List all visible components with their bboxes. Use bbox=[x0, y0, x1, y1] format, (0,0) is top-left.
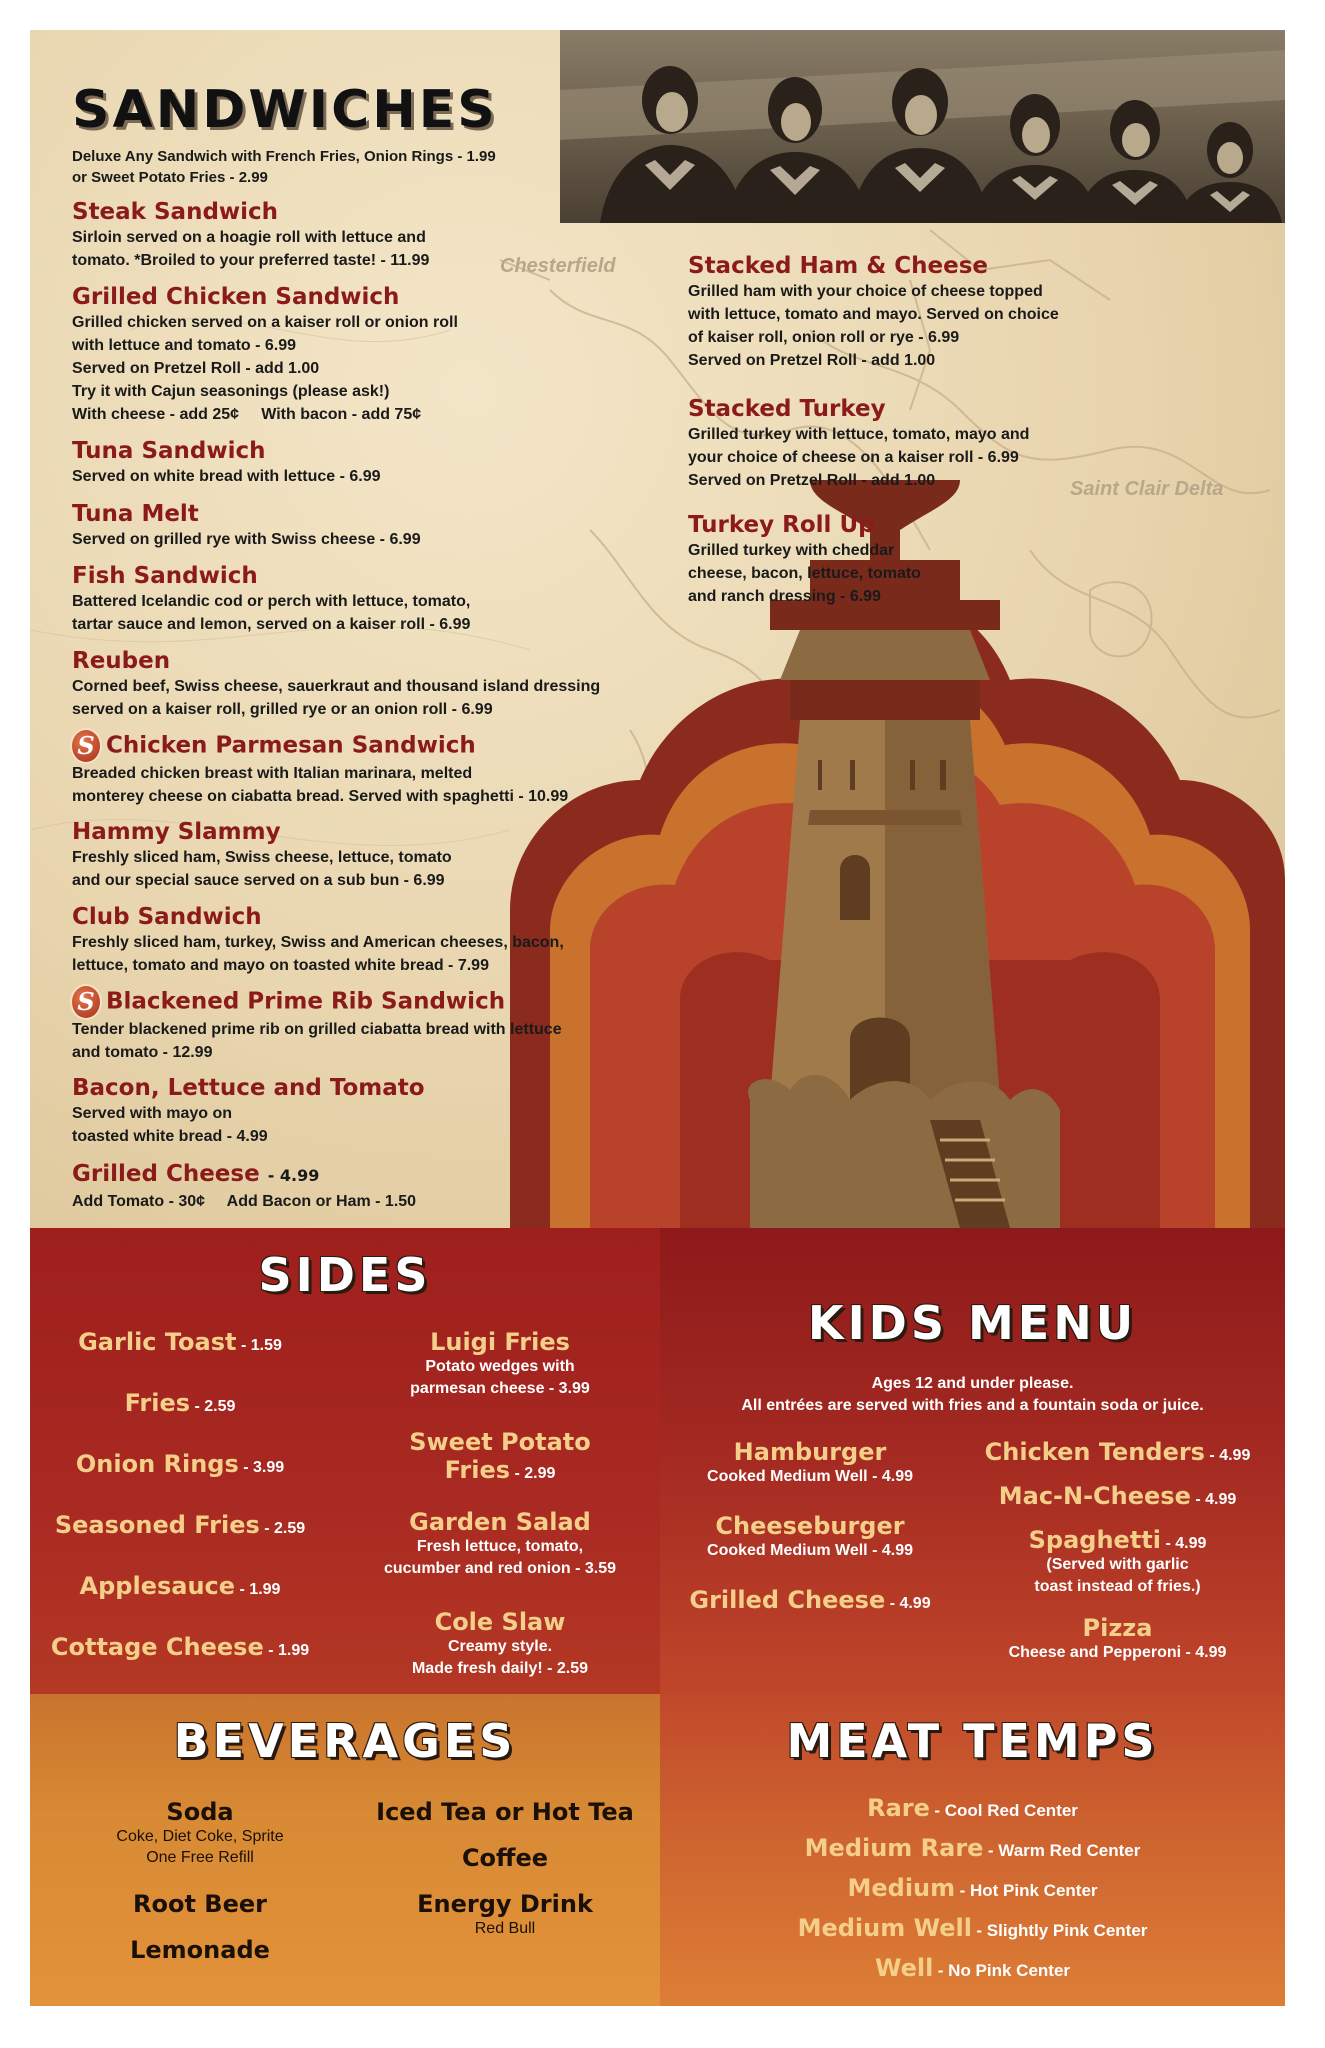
signature-badge-icon: S bbox=[72, 986, 100, 1018]
item-desc: Add Tomato - 30¢ Add Bacon or Ham - 1.50 bbox=[72, 1193, 417, 1210]
item-name: Hammy Slammy bbox=[72, 819, 281, 845]
menu-item-tuna-sandwich bbox=[72, 437, 381, 488]
deluxe-note bbox=[72, 146, 552, 188]
item-name: Blackened Prime Rib Sandwich bbox=[106, 988, 506, 1015]
menu-item-reuben bbox=[72, 647, 600, 721]
deluxe-line-2: or Sweet Potato Fries - 2.99 bbox=[72, 169, 268, 186]
item-desc: Served on Pretzel Roll - add 1.00 bbox=[688, 352, 936, 369]
map-label-chesterfield: Chesterfield bbox=[500, 255, 616, 277]
kids-item-spaghetti: Spaghetti - 4.99 (Served with garlic toast instead of fries.) bbox=[1028, 1526, 1207, 1595]
menu-page bbox=[30, 30, 1285, 2006]
item-desc: tartar sauce and lemon, served on a kaiser roll - 6.99 bbox=[72, 616, 471, 633]
menu-item-blackened-prime-rib-sandwich bbox=[72, 986, 562, 1064]
item-desc: served on a kaiser roll, grilled rye or an onion roll - 6.99 bbox=[72, 701, 493, 718]
item-name: Tuna Sandwich bbox=[72, 438, 266, 464]
item-desc: Corned beef, Swiss cheese, sauerkraut and thousand island dressing bbox=[72, 678, 601, 695]
pilots-photo bbox=[560, 30, 1285, 223]
sides-title: SIDES bbox=[258, 1248, 432, 1302]
side-item: Garlic Toast - 1.59 bbox=[78, 1328, 282, 1356]
menu-item-hammy-slammy bbox=[72, 818, 452, 892]
beverage-item-energy-drink: Energy Drink Red Bull bbox=[417, 1890, 593, 1937]
meat-temps-title: MEAT TEMPS bbox=[786, 1714, 1159, 1768]
item-name: Turkey Roll Up bbox=[688, 512, 875, 538]
item-name: Stacked Ham & Cheese bbox=[688, 253, 989, 279]
item-desc: Served on grilled rye with Swiss cheese - 6.99 bbox=[72, 531, 421, 548]
sandwiches-section bbox=[30, 30, 1285, 1228]
kids-item-chicken-tenders: Chicken Tenders - 4.99 bbox=[984, 1438, 1251, 1466]
item-desc: With cheese - add 25¢ With bacon - add 75¢ bbox=[72, 406, 422, 423]
item-desc: Grilled turkey with cheddar bbox=[688, 542, 895, 559]
item-desc: Freshly sliced ham, turkey, Swiss and American cheeses, bacon, bbox=[72, 934, 564, 951]
kids-item-cheeseburger: Cheeseburger Cooked Medium Well - 4.99 bbox=[707, 1512, 913, 1559]
beverage-item-lemonade: Lemonade bbox=[130, 1936, 270, 1964]
beverage-item-coffee: Coffee bbox=[461, 1844, 549, 1872]
item-desc: Served on Pretzel Roll - add 1.00 bbox=[72, 360, 320, 377]
side-item-garden-salad: Garden Salad Fresh lettuce, tomato, cucumber and red onion - 3.59 bbox=[383, 1508, 617, 1577]
kids-menu-section bbox=[660, 1228, 1285, 1694]
item-desc: with lettuce, tomato and mayo. Served on choice bbox=[688, 306, 1059, 323]
item-desc: Grilled chicken served on a kaiser roll or onion roll bbox=[72, 314, 458, 331]
item-name: Club Sandwich bbox=[72, 904, 262, 930]
side-item-cole-slaw: Cole Slaw Creamy style. Made fresh daily! - 2.59 bbox=[411, 1608, 589, 1677]
side-item-sweet-potato-fries: Sweet Potato Fries - 2.99 bbox=[409, 1428, 591, 1484]
kids-right-column bbox=[955, 1438, 1280, 1664]
item-desc: Served with mayo on bbox=[72, 1105, 233, 1122]
side-item: Seasoned Fries - 2.59 bbox=[54, 1511, 306, 1539]
meat-temps-section bbox=[660, 1694, 1285, 2006]
beverages-right-column bbox=[360, 1798, 650, 1939]
sides-section bbox=[30, 1228, 660, 1694]
meat-temp-item: Medium Rare - Warm Red Center bbox=[804, 1834, 1141, 1862]
item-name: Steak Sandwich bbox=[72, 199, 279, 225]
side-item: Fries - 2.59 bbox=[124, 1389, 236, 1417]
item-name: Bacon, Lettuce and Tomato bbox=[72, 1075, 425, 1101]
beverage-item-soda: Soda Coke, Diet Coke, Sprite One Free Refill bbox=[116, 1798, 284, 1866]
meat-temp-item: Rare - Cool Red Center bbox=[867, 1794, 1078, 1822]
kids-item-hamburger: Hamburger Cooked Medium Well - 4.99 bbox=[707, 1438, 913, 1485]
menu-item-stacked-ham-cheese bbox=[688, 252, 1059, 372]
menu-item-turkey-roll-up bbox=[688, 511, 921, 608]
meat-temps-list bbox=[660, 1794, 1285, 1994]
kids-item-mac-n-cheese: Mac-N-Cheese - 4.99 bbox=[998, 1482, 1237, 1510]
map-label-saint-clair-delta: Saint Clair Delta bbox=[1070, 478, 1224, 500]
item-name: Grilled Cheese bbox=[72, 1161, 260, 1187]
beverage-item-iced-tea: Iced Tea or Hot Tea bbox=[376, 1798, 634, 1826]
item-desc: lettuce, tomato and mayo on toasted white bread - 7.99 bbox=[72, 957, 489, 974]
item-name: Grilled Chicken Sandwich bbox=[72, 284, 400, 310]
item-desc: Freshly sliced ham, Swiss cheese, lettuce, tomato bbox=[72, 849, 452, 866]
item-desc: of kaiser roll, onion roll or rye - 6.99 bbox=[688, 329, 960, 346]
item-desc: and ranch dressing - 6.99 bbox=[688, 588, 881, 605]
side-item: Onion Rings - 3.99 bbox=[75, 1450, 285, 1478]
item-desc: toasted white bread - 4.99 bbox=[72, 1128, 268, 1145]
item-desc: and our special sauce served on a sub bun - 6.99 bbox=[72, 872, 445, 889]
kids-menu-title: KIDS MENU bbox=[807, 1296, 1138, 1350]
sides-right-column bbox=[350, 1328, 650, 1680]
menu-item-fish-sandwich bbox=[72, 562, 470, 636]
item-desc: Battered Icelandic cod or perch with lettuce, tomato, bbox=[72, 593, 471, 610]
menu-item-stacked-turkey bbox=[688, 395, 1029, 492]
menu-item-chicken-parmesan-sandwich bbox=[72, 730, 568, 808]
item-desc: Tender blackened prime rib on grilled ciabatta bread with lettuce bbox=[72, 1021, 562, 1038]
menu-item-steak-sandwich bbox=[72, 198, 429, 272]
item-desc: Try it with Cajun seasonings (please ask!) bbox=[72, 383, 390, 400]
side-item: Cottage Cheese - 1.99 bbox=[50, 1633, 310, 1661]
menu-item-club-sandwich bbox=[72, 903, 564, 977]
item-desc: your choice of cheese on a kaiser roll - 6.99 bbox=[688, 449, 1019, 466]
menu-item-tuna-melt bbox=[72, 500, 421, 551]
item-desc: Served on Pretzel Roll - add 1.00 bbox=[688, 472, 936, 489]
menu-item-grilled-cheese bbox=[72, 1160, 416, 1213]
beverage-item-root-beer: Root Beer bbox=[133, 1890, 267, 1918]
kids-item-grilled-cheese: Grilled Cheese - 4.99 bbox=[689, 1586, 931, 1614]
beverages-title: BEVERAGES bbox=[173, 1714, 517, 1768]
item-desc: Served on white bread with lettuce - 6.99 bbox=[72, 468, 381, 485]
item-desc: and tomato - 12.99 bbox=[72, 1044, 213, 1061]
kids-menu-subtitle: Ages 12 and under please. All entrées are served with fries and a fountain soda or juice. bbox=[741, 1375, 1204, 1414]
item-name: Fish Sandwich bbox=[72, 563, 258, 589]
item-desc: Breaded chicken breast with Italian marinara, melted bbox=[72, 765, 473, 782]
kids-left-column bbox=[660, 1438, 960, 1614]
signature-badge-icon: S bbox=[72, 730, 100, 762]
menu-item-grilled-chicken-sandwich bbox=[72, 283, 458, 426]
sandwiches-title: SANDWICHES bbox=[72, 80, 498, 140]
beverages-left-column bbox=[70, 1798, 330, 1964]
item-name: Stacked Turkey bbox=[688, 396, 886, 422]
menu-item-blt bbox=[72, 1074, 425, 1148]
meat-temp-item: Medium - Hot Pink Center bbox=[847, 1874, 1098, 1902]
side-item: Applesauce - 1.99 bbox=[79, 1572, 281, 1600]
item-desc: Sirloin served on a hoagie roll with lettuce and bbox=[72, 229, 426, 246]
item-desc: Grilled ham with your choice of cheese topped bbox=[688, 283, 1043, 300]
meat-temp-item: Well - No Pink Center bbox=[874, 1954, 1071, 1982]
item-desc: with lettuce and tomato - 6.99 bbox=[72, 337, 297, 354]
item-desc: tomato. *Broiled to your preferred taste! - 11.99 bbox=[72, 252, 430, 269]
side-item-luigi-fries: Luigi Fries Potato wedges with parmesan cheese - 3.99 bbox=[410, 1328, 590, 1397]
item-name: Reuben bbox=[72, 648, 171, 674]
item-desc: Grilled turkey with lettuce, tomato, mayo and bbox=[688, 426, 1030, 443]
item-name: Chicken Parmesan Sandwich bbox=[106, 732, 476, 759]
beverages-section bbox=[30, 1694, 660, 2006]
deluxe-line-1: Deluxe Any Sandwich with French Fries, Onion Rings - 1.99 bbox=[72, 148, 496, 165]
item-name: Tuna Melt bbox=[72, 501, 199, 527]
item-desc: cheese, bacon, lettuce, tomato bbox=[688, 565, 921, 582]
meat-temp-item: Medium Well - Slightly Pink Center bbox=[797, 1914, 1148, 1942]
kids-item-pizza: Pizza Cheese and Pepperoni - 4.99 bbox=[1008, 1614, 1227, 1661]
sides-left-column bbox=[30, 1328, 330, 1694]
item-desc: monterey cheese on ciabatta bread. Served with spaghetti - 10.99 bbox=[72, 788, 569, 805]
item-price: - 4.99 bbox=[267, 1166, 320, 1185]
